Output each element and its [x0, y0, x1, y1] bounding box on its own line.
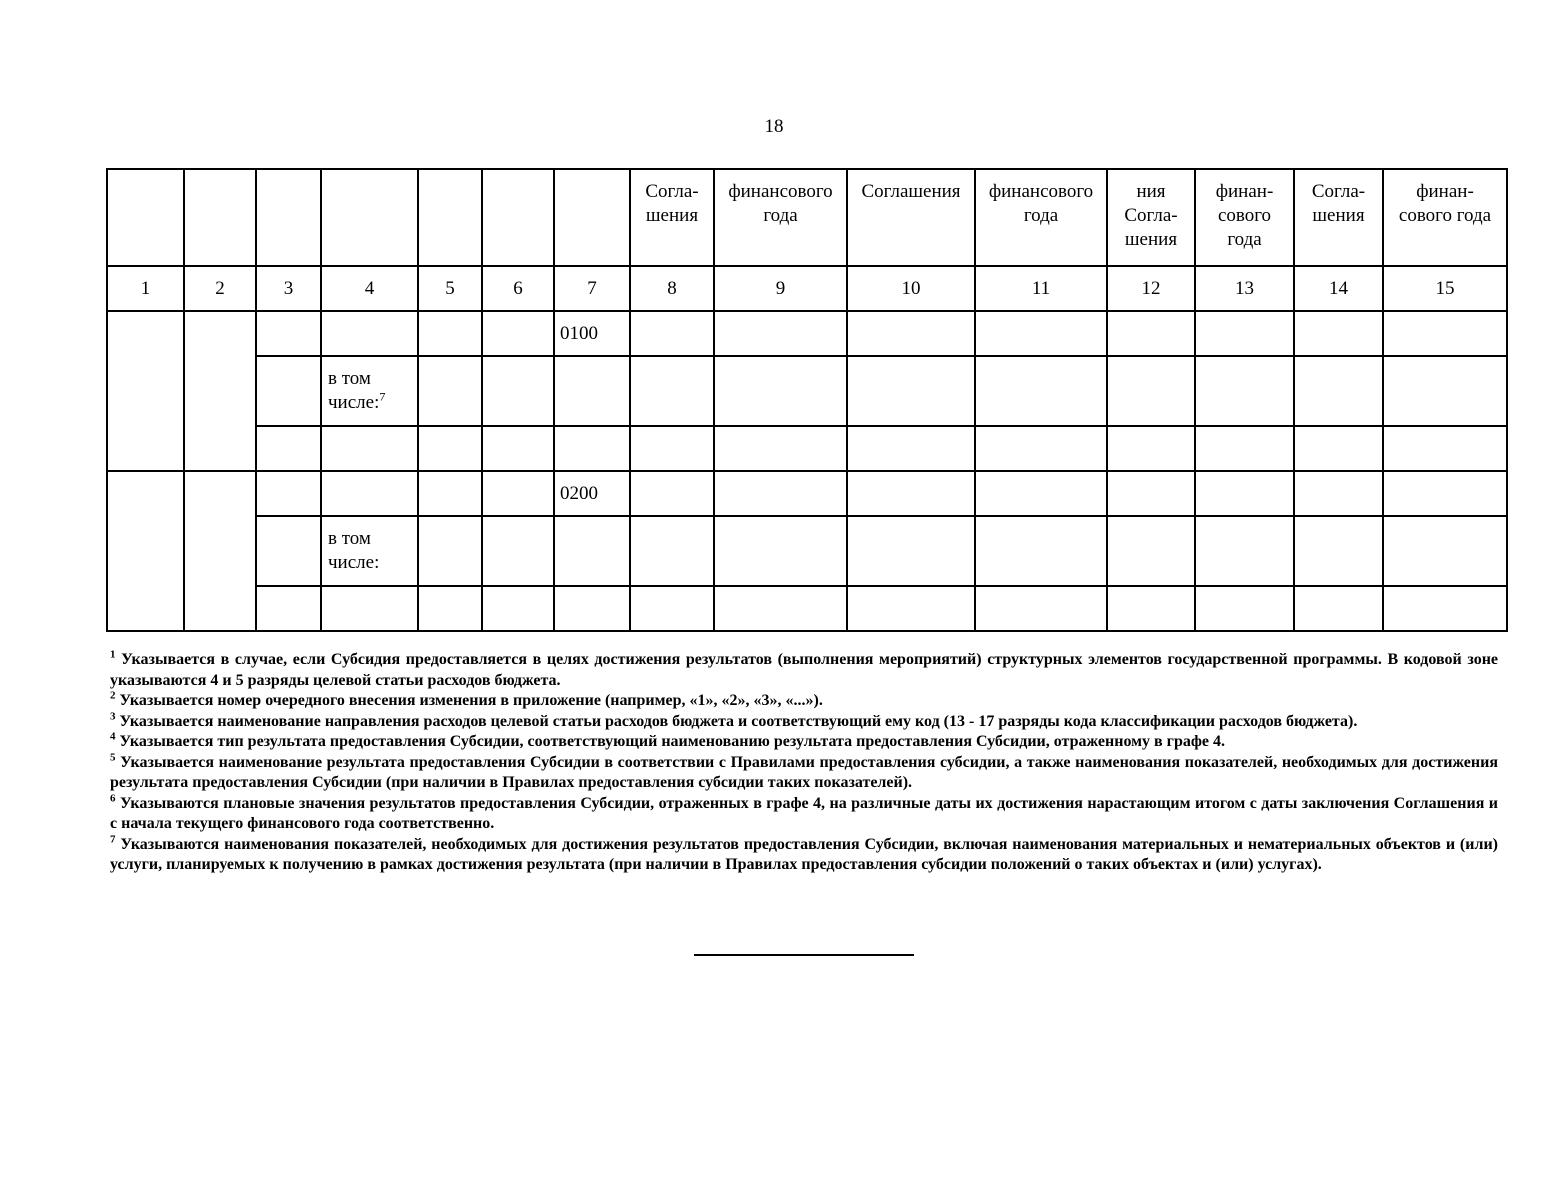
- table-cell: [107, 311, 184, 471]
- table-row: [107, 471, 1507, 516]
- table-row: [107, 426, 1507, 471]
- table-row: [107, 311, 1507, 356]
- table-cell: [1195, 586, 1294, 631]
- footnote: [110, 732, 1498, 753]
- table-cell: [975, 516, 1107, 586]
- footnote-number: 1: [110, 648, 116, 661]
- table-cell: [1383, 356, 1507, 426]
- table-cell: [847, 516, 975, 586]
- table-cell: [554, 516, 630, 586]
- table-cell: [1383, 586, 1507, 631]
- including-cell: [321, 356, 418, 426]
- table-cell: [418, 426, 482, 471]
- table-row: [107, 586, 1507, 631]
- column-number: 12: [1107, 266, 1195, 311]
- footnote-text: Указывается наименование направления расходов целевой статьи расходов бюджета и соответствующий ему код (13 - 17 разряды кода классификации расходов бюджета).: [119, 712, 1358, 730]
- footnote-number: 5: [110, 751, 116, 764]
- table-cell: [482, 586, 554, 631]
- table-cell: [1383, 426, 1507, 471]
- table-cell: [184, 471, 256, 631]
- table-cell: [1294, 586, 1383, 631]
- including-label: в том числе:: [328, 368, 380, 413]
- table-cell: [714, 586, 847, 631]
- table-cell: [418, 471, 482, 516]
- column-number: 10: [847, 266, 975, 311]
- table-cell: [630, 311, 714, 356]
- table-row: [107, 516, 1507, 586]
- footnote-number: 4: [110, 730, 116, 743]
- header-cell: финансового года: [714, 169, 847, 266]
- end-divider: [694, 954, 914, 956]
- footnote-number: 2: [110, 689, 116, 702]
- table-cell: [714, 426, 847, 471]
- header-cell: ния Согла- шения: [1107, 169, 1195, 266]
- table-cell: [1195, 516, 1294, 586]
- footnote-text: Указывается тип результата предоставления Субсидии, соответствующий наименованию результата предоставления Субсидии, отраженному в графе 4.: [119, 733, 1226, 750]
- table-cell: [107, 471, 184, 631]
- footnote-text: Указывается в случае, если Субсидия предоставляется в целях достижения результатов (выполнения мероприятий) структурных элементов государственной программы. В кодовой зоне указываются 4 и 5 разряды целевой статьи расходов бюджета.: [110, 651, 1499, 689]
- table-cell: [1107, 471, 1195, 516]
- table-cell: [1195, 426, 1294, 471]
- header-cell: финан- сового года: [1383, 169, 1507, 266]
- table-cell: [1294, 426, 1383, 471]
- header-cell: [107, 169, 184, 266]
- column-number: 7: [554, 266, 630, 311]
- column-number: 11: [975, 266, 1107, 311]
- table-cell: [321, 471, 418, 516]
- header-cell: [321, 169, 418, 266]
- header-cell: финан- сового года: [1195, 169, 1294, 266]
- table-cell: [1195, 356, 1294, 426]
- table-cell: [630, 426, 714, 471]
- header-cell: Соглашения: [847, 169, 975, 266]
- footnote: [110, 753, 1498, 794]
- column-number: 3: [256, 266, 321, 311]
- table-cell: [1195, 311, 1294, 356]
- page-number: 18: [764, 116, 784, 137]
- table-cell: [1294, 356, 1383, 426]
- table-cell: [418, 586, 482, 631]
- table-cell: [321, 426, 418, 471]
- table-cell: [256, 426, 321, 471]
- including-label: в том числе:: [328, 528, 380, 573]
- table-cell: [847, 311, 975, 356]
- code-cell: 0100: [554, 311, 630, 356]
- table-cell: [554, 586, 630, 631]
- table-header-row: [107, 169, 1507, 266]
- table-cell: [975, 586, 1107, 631]
- table-cell: [418, 356, 482, 426]
- column-number: 15: [1383, 266, 1507, 311]
- header-cell: [554, 169, 630, 266]
- column-number-row: [107, 266, 1507, 311]
- header-cell: финансового года: [975, 169, 1107, 266]
- footnote-text: Указываются наименования показателей, необходимых для достижения результатов предоставления Субсидии, включая наименования материальных и нематериальных объектов и (или) услуги, планируемых к получению в рамках достижения результата (при наличии в Правилах предоставления субсидии положений о таких объектах и (или) услугах).: [110, 835, 1498, 873]
- code-cell: 0200: [554, 471, 630, 516]
- column-number: 2: [184, 266, 256, 311]
- footnote-number: 6: [110, 792, 116, 805]
- table-cell: [482, 356, 554, 426]
- table-cell: [714, 516, 847, 586]
- column-number: 9: [714, 266, 847, 311]
- table-cell: [1383, 311, 1507, 356]
- table-cell: [482, 471, 554, 516]
- table-cell: [975, 426, 1107, 471]
- table-cell: [714, 356, 847, 426]
- footnote: [110, 794, 1498, 835]
- header-cell: [418, 169, 482, 266]
- column-number: 14: [1294, 266, 1383, 311]
- table-cell: [1383, 516, 1507, 586]
- table-cell: [554, 356, 630, 426]
- table-cell: [256, 586, 321, 631]
- footnote-ref: 7: [379, 389, 386, 404]
- table-cell: [975, 471, 1107, 516]
- column-number: 4: [321, 266, 418, 311]
- table-cell: [184, 311, 256, 471]
- table-cell: [847, 356, 975, 426]
- column-number: 5: [418, 266, 482, 311]
- footnote: [110, 691, 1498, 712]
- including-cell: [321, 516, 418, 586]
- table-cell: [847, 426, 975, 471]
- table-cell: [630, 471, 714, 516]
- footnote-text: Указываются плановые значения результатов предоставления Субсидии, отраженных в графе 4, на различные даты их достижения нарастающим итогом с даты заключения Соглашения и с начала текущего финансового года соответственно.: [110, 794, 1499, 832]
- table-cell: [1107, 311, 1195, 356]
- table-cell: [630, 516, 714, 586]
- footnotes: [110, 650, 1498, 876]
- footnote-number: 7: [110, 833, 116, 846]
- column-number: 13: [1195, 266, 1294, 311]
- header-cell: [482, 169, 554, 266]
- table-cell: [630, 586, 714, 631]
- footnote-number: 3: [110, 710, 116, 723]
- table-cell: [482, 426, 554, 471]
- table-cell: [847, 586, 975, 631]
- table-row: [107, 356, 1507, 426]
- table-cell: [1107, 426, 1195, 471]
- column-number: 6: [482, 266, 554, 311]
- table-cell: [1107, 586, 1195, 631]
- table-cell: [321, 311, 418, 356]
- table-cell: [482, 516, 554, 586]
- table-cell: [1107, 516, 1195, 586]
- table-cell: [714, 311, 847, 356]
- column-number: 8: [630, 266, 714, 311]
- table-cell: [256, 356, 321, 426]
- table-cell: [256, 516, 321, 586]
- header-cell: [256, 169, 321, 266]
- indicators-table: [106, 168, 1508, 632]
- header-cell: Согла- шения: [630, 169, 714, 266]
- table-cell: [321, 586, 418, 631]
- header-cell: [184, 169, 256, 266]
- footnote: [110, 835, 1498, 876]
- table-cell: [847, 471, 975, 516]
- table-cell: [714, 471, 847, 516]
- table-cell: [1294, 471, 1383, 516]
- footnote: [110, 712, 1498, 733]
- table-cell: [418, 311, 482, 356]
- header-cell: Согла- шения: [1294, 169, 1383, 266]
- table-cell: [1383, 471, 1507, 516]
- table-cell: [975, 311, 1107, 356]
- column-number: 1: [107, 266, 184, 311]
- footnote: [110, 650, 1498, 691]
- table-cell: [554, 426, 630, 471]
- footnote-text: Указывается номер очередного внесения изменения в приложение (например, «1», «2», «3», «...»).: [119, 692, 823, 709]
- table-cell: [418, 516, 482, 586]
- table-cell: [1294, 516, 1383, 586]
- table-cell: [256, 311, 321, 356]
- table-cell: [1294, 311, 1383, 356]
- footnote-text: Указывается наименование результата предоставления Субсидии в соответствии с Правилами предоставления субсидии, а также наименования показателей, необходимых для достижения результата предоставления Субсидии (при наличии в Правилах предоставления субсидии таких показателей).: [110, 753, 1498, 791]
- table-cell: [630, 356, 714, 426]
- table-cell: [1195, 471, 1294, 516]
- table-cell: [482, 311, 554, 356]
- table-cell: [256, 471, 321, 516]
- table-cell: [975, 356, 1107, 426]
- table-cell: [1107, 356, 1195, 426]
